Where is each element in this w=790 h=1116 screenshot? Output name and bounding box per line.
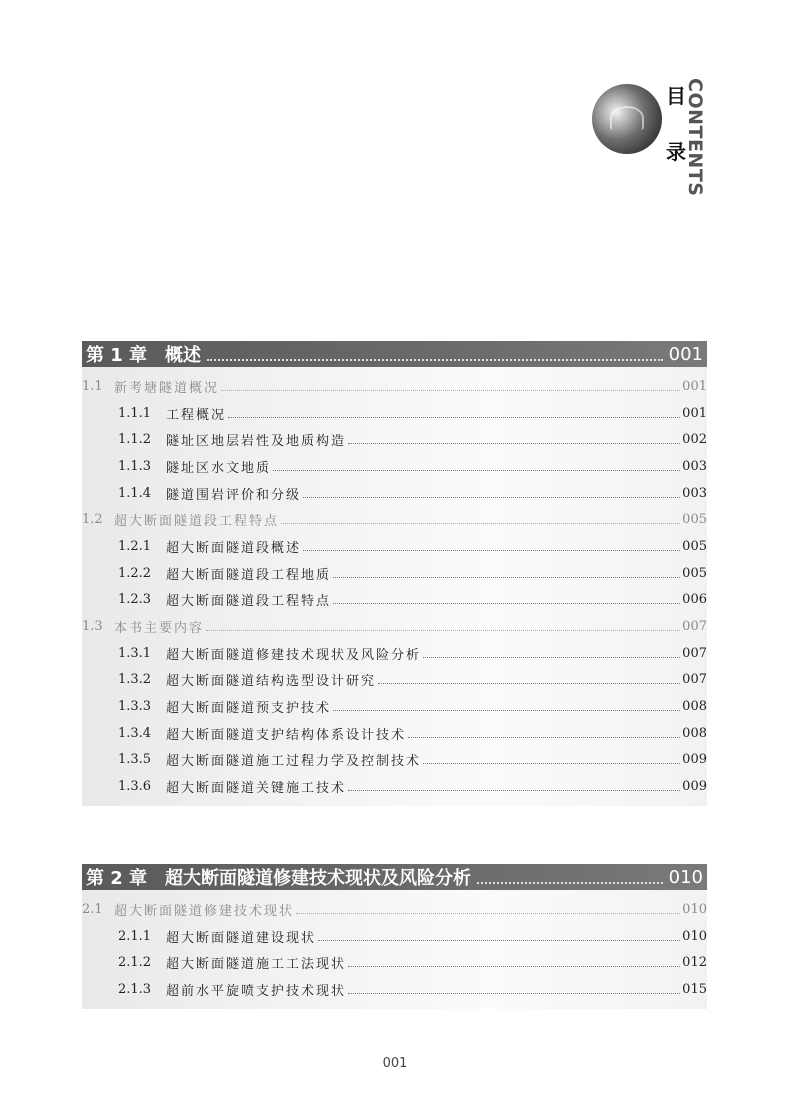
- leader-dots: [348, 985, 680, 994]
- tunnel-globe-image: [592, 84, 662, 154]
- section-label: 本书主要内容: [114, 621, 205, 637]
- toc-subsection[interactable]: [82, 480, 707, 507]
- chapter-heading[interactable]: [82, 864, 707, 890]
- section-number: 1.2: [82, 512, 103, 528]
- toc-subsection[interactable]: [82, 453, 707, 480]
- subsection-label: 隧址区水文地质: [166, 460, 272, 476]
- subsection-page: 008: [682, 699, 707, 715]
- subsection-label: 隧道围岩评价和分级: [166, 487, 302, 503]
- toc-subsection[interactable]: [82, 533, 707, 560]
- subsection-number: 1.3.6: [118, 779, 152, 795]
- subsection-label: 超大断面隧道施工过程力学及控制技术: [166, 754, 422, 770]
- leader-dots: [303, 489, 680, 498]
- leader-dots: [228, 409, 680, 418]
- subsection-label: 超前水平旋喷支护技术现状: [166, 983, 347, 999]
- toc-subsection[interactable]: [82, 400, 707, 427]
- subsection-number: 1.1.3: [118, 458, 152, 474]
- leader-dots: [378, 675, 680, 684]
- subsection-number: 1.3.3: [118, 699, 152, 715]
- chapter-page: 010: [668, 866, 703, 888]
- subsection-page: 012: [682, 955, 707, 971]
- section-page: 001: [682, 378, 707, 394]
- title-char-mu: 目: [666, 84, 686, 108]
- section-number: 1.1: [82, 378, 103, 394]
- leader-dots: [318, 932, 680, 941]
- leader-dots: [221, 382, 680, 391]
- subsection-label: 隧址区地层岩性及地质构造: [166, 434, 347, 450]
- subsection-number: 1.2.1: [118, 538, 152, 554]
- subsection-label: 超大断面隧道预支护技术: [166, 701, 332, 717]
- toc-subsection[interactable]: [82, 693, 707, 720]
- page-number: 001: [382, 1056, 408, 1071]
- subsection-label: 超大断面隧道建设现状: [166, 930, 317, 946]
- subsection-page: 001: [682, 405, 707, 421]
- toc-subsection[interactable]: [82, 720, 707, 747]
- subsection-page: 003: [682, 458, 707, 474]
- subsection-number: 2.1.3: [118, 981, 152, 997]
- leader-dots: [423, 649, 680, 658]
- toc-subsection[interactable]: [82, 949, 707, 976]
- leader-dots: [348, 958, 680, 967]
- subsection-number: 1.3.5: [118, 752, 152, 768]
- subsection-page: 008: [682, 725, 707, 741]
- subsection-label: 超大断面隧道施工工法现状: [166, 957, 347, 973]
- leader-dots: [281, 515, 680, 524]
- subsection-label: 工程概况: [166, 407, 227, 423]
- toc-subsection[interactable]: [82, 560, 707, 587]
- subsection-page: 002: [682, 432, 707, 448]
- leader-dots: [303, 542, 680, 551]
- subsection-number: 1.1.2: [118, 432, 152, 448]
- subsection-number: 1.3.2: [118, 672, 152, 688]
- chapter-title: 第 2 章 超大断面隧道修建技术现状及风险分析: [86, 868, 472, 889]
- toc-subsection[interactable]: [82, 976, 707, 1003]
- leader-dots: [477, 870, 663, 884]
- leader-dots: [333, 595, 680, 604]
- toc-subsection[interactable]: [82, 426, 707, 453]
- subsection-number: 2.1.1: [118, 928, 152, 944]
- chapter-entries: [82, 890, 707, 1009]
- toc-section[interactable]: [82, 506, 707, 533]
- contents-header: [592, 78, 722, 198]
- section-label: 新考塘隧道概况: [114, 380, 220, 396]
- subsection-label: 超大断面隧道段工程特点: [166, 594, 332, 610]
- subsection-page: 006: [682, 592, 707, 608]
- contents-en-text: CONTENTS: [684, 78, 706, 197]
- subsection-label: 超大断面隧道支护结构体系设计技术: [166, 727, 407, 743]
- title-char-lu: 录: [666, 140, 686, 164]
- subsection-page: 005: [682, 565, 707, 581]
- toc-section[interactable]: [82, 613, 707, 640]
- leader-dots: [348, 435, 680, 444]
- toc-subsection[interactable]: [82, 640, 707, 667]
- toc-subsection[interactable]: [82, 923, 707, 950]
- section-label: 超大断面隧道修建技术现状: [114, 903, 295, 919]
- subsection-page: 007: [682, 645, 707, 661]
- subsection-number: 1.2.3: [118, 592, 152, 608]
- chapter-page: 001: [668, 343, 703, 365]
- section-page: 007: [682, 619, 707, 635]
- leader-dots: [333, 702, 680, 711]
- chapter-title: 第 1 章 概述: [86, 345, 202, 366]
- toc-subsection[interactable]: [82, 773, 707, 800]
- subsection-number: 2.1.2: [118, 955, 152, 971]
- subsection-label: 超大断面隧道关键施工技术: [166, 781, 347, 797]
- section-page: 005: [682, 512, 707, 528]
- toc-subsection[interactable]: [82, 587, 707, 614]
- section-number: 1.3: [82, 619, 103, 635]
- section-number: 2.1: [82, 901, 103, 917]
- chapter-heading[interactable]: [82, 341, 707, 367]
- leader-dots: [207, 347, 663, 361]
- subsection-page: 010: [682, 928, 707, 944]
- toc-section[interactable]: [82, 373, 707, 400]
- chapter-entries: [82, 367, 707, 806]
- toc-subsection[interactable]: [82, 667, 707, 694]
- subsection-page: 009: [682, 779, 707, 795]
- leader-dots: [348, 782, 680, 791]
- subsection-page: 015: [682, 981, 707, 997]
- subsection-number: 1.1.1: [118, 405, 152, 421]
- tunnel-arch-graphic: [610, 106, 644, 130]
- section-label: 超大断面隧道段工程特点: [114, 514, 280, 530]
- subsection-page: 005: [682, 538, 707, 554]
- subsection-label: 超大断面隧道段概述: [166, 540, 302, 556]
- toc-subsection[interactable]: [82, 747, 707, 774]
- leader-dots: [333, 569, 680, 578]
- subsection-label: 超大断面隧道修建技术现状及风险分析: [166, 647, 422, 663]
- chapter-2: [82, 864, 707, 1009]
- leader-dots: [423, 755, 680, 764]
- subsection-number: 1.1.4: [118, 485, 152, 501]
- subsection-page: 003: [682, 485, 707, 501]
- section-page: 010: [682, 901, 707, 917]
- leader-dots: [273, 462, 680, 471]
- leader-dots: [206, 622, 680, 631]
- contents-english-title: [684, 78, 714, 197]
- toc-section[interactable]: [82, 896, 707, 923]
- leader-dots: [408, 729, 680, 738]
- subsection-label: 超大断面隧道段工程地质: [166, 567, 332, 583]
- subsection-label: 超大断面隧道结构选型设计研究: [166, 674, 377, 690]
- subsection-page: 007: [682, 672, 707, 688]
- chapter-1: [82, 341, 707, 806]
- subsection-number: 1.3.1: [118, 645, 152, 661]
- leader-dots: [296, 905, 680, 914]
- subsection-number: 1.2.2: [118, 565, 152, 581]
- subsection-page: 009: [682, 752, 707, 768]
- subsection-number: 1.3.4: [118, 725, 152, 741]
